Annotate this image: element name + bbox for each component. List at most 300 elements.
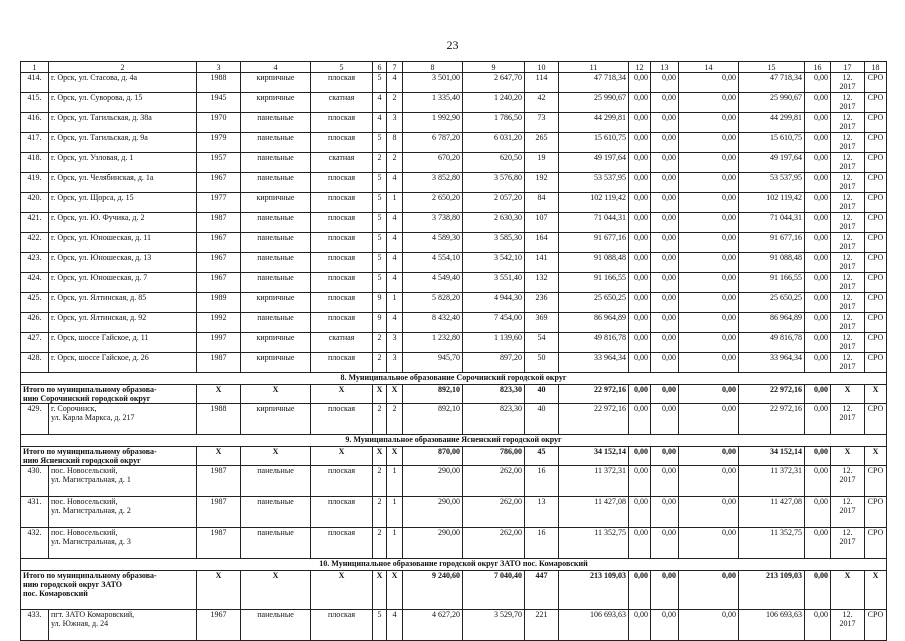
table-cell: 4 — [387, 273, 403, 293]
table-cell: 4 — [387, 213, 403, 233]
table-cell: 8 — [403, 62, 463, 73]
table-cell: 3 — [387, 333, 403, 353]
table-cell: 5 — [373, 213, 387, 233]
table-cell: 3 585,30 — [463, 233, 525, 253]
table-cell: 1945 — [197, 93, 241, 113]
table-cell: 0,00 — [629, 213, 651, 233]
table-cell: 0,00 — [679, 213, 739, 233]
table-cell: X — [831, 385, 865, 404]
table-cell: панельные — [241, 253, 311, 273]
table-cell: 0,00 — [629, 497, 651, 528]
table-cell: 91 088,48 — [559, 253, 629, 273]
table-cell: 12. 2017 — [831, 213, 865, 233]
table-cell: СРО — [865, 253, 887, 273]
table-cell: 5 — [373, 610, 387, 641]
table-cell: СРО — [865, 333, 887, 353]
table-cell: 49 197,64 — [739, 153, 805, 173]
table-cell: 447 — [525, 571, 559, 610]
table-cell: 670,20 — [403, 153, 463, 173]
table-cell: 15 610,75 — [739, 133, 805, 153]
table-cell: 414. — [21, 73, 49, 93]
table-cell: плоская — [311, 466, 373, 497]
table-cell: 22 972,16 — [559, 385, 629, 404]
table-cell: 0,00 — [679, 571, 739, 610]
table-cell: плоская — [311, 213, 373, 233]
table-cell: 0,00 — [629, 113, 651, 133]
table-cell: 0,00 — [651, 133, 679, 153]
table-cell: 620,50 — [463, 153, 525, 173]
table-cell: 0,00 — [805, 213, 831, 233]
table-cell: 0,00 — [679, 404, 739, 435]
table-cell: СРО — [865, 113, 887, 133]
table-cell: 1 335,40 — [403, 93, 463, 113]
table-cell: 2 — [373, 528, 387, 559]
table-cell: 12. 2017 — [831, 93, 865, 113]
table-cell: 22 972,16 — [559, 404, 629, 435]
table-row — [21, 113, 887, 133]
table-cell: 16 — [525, 528, 559, 559]
table-cell: 42 — [525, 93, 559, 113]
column-number-row — [21, 62, 887, 73]
table-cell: 0,00 — [679, 353, 739, 373]
table-cell: 0,00 — [651, 153, 679, 173]
table-cell: 8 432,40 — [403, 313, 463, 333]
table-row — [21, 93, 887, 113]
table-cell: 12. 2017 — [831, 528, 865, 559]
table-cell: 0,00 — [805, 497, 831, 528]
table-cell: 4 — [387, 173, 403, 193]
table-cell: 7 — [387, 62, 403, 73]
table-cell: 3 — [387, 113, 403, 133]
table-cell: 422. — [21, 233, 49, 253]
table-cell: 25 650,25 — [739, 293, 805, 313]
table-cell: 9. Муниципальное образование Ясненский городской округ — [21, 435, 887, 447]
table-cell: 40 — [525, 385, 559, 404]
table-cell: СРО — [865, 313, 887, 333]
table-cell: 1 139,60 — [463, 333, 525, 353]
table-cell: скатная — [311, 93, 373, 113]
table-cell: 1987 — [197, 213, 241, 233]
table-cell: г. Орск, ул. Юношеская, д. 7 — [49, 273, 197, 293]
table-cell: 3 551,40 — [463, 273, 525, 293]
table-cell: 5 — [373, 233, 387, 253]
table-cell: 1988 — [197, 73, 241, 93]
table-cell: г. Орск, ул. Юношеская, д. 13 — [49, 253, 197, 273]
table-cell: СРО — [865, 353, 887, 373]
table-cell: 12. 2017 — [831, 73, 865, 93]
table-cell: 0,00 — [629, 253, 651, 273]
table-cell: г. Орск, ул. Щорса, д. 15 — [49, 193, 197, 213]
table-cell: г. Орск, шоссе Гайское, д. 26 — [49, 353, 197, 373]
table-cell: 0,00 — [629, 466, 651, 497]
table-cell: 2 630,30 — [463, 213, 525, 233]
table-cell: 0,00 — [629, 610, 651, 641]
table-cell: 290,00 — [403, 528, 463, 559]
table-cell: 25 650,25 — [559, 293, 629, 313]
table-cell: X — [311, 571, 373, 610]
table-cell: 1 786,50 — [463, 113, 525, 133]
table-cell: 11 352,75 — [739, 528, 805, 559]
table-cell: 0,00 — [679, 610, 739, 641]
table-cell: 1967 — [197, 610, 241, 641]
table-cell: 2 647,70 — [463, 73, 525, 93]
housing-table — [20, 61, 887, 641]
table-cell: 0,00 — [651, 293, 679, 313]
table-cell: 49 816,78 — [739, 333, 805, 353]
table-cell: X — [197, 571, 241, 610]
table-cell: 5 — [311, 62, 373, 73]
table-cell: 12. 2017 — [831, 610, 865, 641]
table-cell: 0,00 — [629, 153, 651, 173]
table-cell: 0,00 — [679, 253, 739, 273]
table-cell: 1 232,80 — [403, 333, 463, 353]
table-cell: 416. — [21, 113, 49, 133]
table-cell: 0,00 — [651, 273, 679, 293]
page-number: 23 — [446, 38, 459, 52]
subtotal-row — [21, 385, 887, 404]
table-cell: 0,00 — [629, 333, 651, 353]
table-cell: СРО — [865, 610, 887, 641]
table-cell: 15 — [739, 62, 805, 73]
table-cell: 15 610,75 — [559, 133, 629, 153]
subtotal-row — [21, 571, 887, 610]
table-cell: 1987 — [197, 466, 241, 497]
table-cell: 25 990,67 — [739, 93, 805, 113]
table-cell: 22 972,16 — [739, 385, 805, 404]
table-cell: СРО — [865, 233, 887, 253]
table-cell: 433. — [21, 610, 49, 641]
table-cell: 0,00 — [805, 353, 831, 373]
table-cell: 18 — [865, 62, 887, 73]
table-cell: г. Орск, ул. Тагильская, д. 38а — [49, 113, 197, 133]
table-row — [21, 273, 887, 293]
table-cell: 0,00 — [651, 233, 679, 253]
table-cell: 2 — [387, 404, 403, 435]
table-cell: 0,00 — [651, 73, 679, 93]
table-cell: 86 964,89 — [739, 313, 805, 333]
table-cell: 1979 — [197, 133, 241, 153]
table-cell: X — [373, 385, 387, 404]
table-cell: 12. 2017 — [831, 233, 865, 253]
table-cell: г. Орск, ул. Ю. Фучика, д. 2 — [49, 213, 197, 233]
table-cell: 0,00 — [805, 153, 831, 173]
table-cell: плоская — [311, 193, 373, 213]
table-cell: 53 537,95 — [739, 173, 805, 193]
table-cell: X — [831, 571, 865, 610]
table-cell: 0,00 — [805, 466, 831, 497]
table-cell: 424. — [21, 273, 49, 293]
table-cell: плоская — [311, 610, 373, 641]
table-cell: СРО — [865, 273, 887, 293]
table-cell: 71 044,31 — [559, 213, 629, 233]
table-cell: 0,00 — [651, 447, 679, 466]
table-cell: 290,00 — [403, 466, 463, 497]
table-cell: панельные — [241, 313, 311, 333]
table-cell: 419. — [21, 173, 49, 193]
table-cell: кирпичные — [241, 93, 311, 113]
table-cell: 12. 2017 — [831, 273, 865, 293]
table-cell: X — [387, 385, 403, 404]
table-cell: СРО — [865, 213, 887, 233]
table-cell: пгт. ЗАТО Комаровский, ул. Южная, д. 24 — [49, 610, 197, 641]
table-cell: 0,00 — [679, 293, 739, 313]
table-cell: 2 650,20 — [403, 193, 463, 213]
table-row — [21, 233, 887, 253]
table-row — [21, 293, 887, 313]
table-cell: 2 — [373, 153, 387, 173]
section-header-row — [21, 559, 887, 571]
table-cell: г. Сорочинск, ул. Карла Маркса, д. 217 — [49, 404, 197, 435]
table-cell: 9 240,60 — [403, 571, 463, 610]
table-cell: 17 — [831, 62, 865, 73]
table-cell: 12. 2017 — [831, 353, 865, 373]
table-cell: 4 554,10 — [403, 253, 463, 273]
table-cell: 11 — [559, 62, 629, 73]
table-cell: 4 — [387, 610, 403, 641]
table-cell: СРО — [865, 73, 887, 93]
table-cell: X — [865, 571, 887, 610]
table-cell: 33 964,34 — [739, 353, 805, 373]
table-cell: 12. 2017 — [831, 466, 865, 497]
table-cell: панельные — [241, 133, 311, 153]
table-cell: 417. — [21, 133, 49, 153]
table-cell: X — [373, 447, 387, 466]
table-cell: 823,30 — [463, 385, 525, 404]
table-cell: 12. 2017 — [831, 497, 865, 528]
table-cell: плоская — [311, 173, 373, 193]
table-cell: 84 — [525, 193, 559, 213]
table-row — [21, 497, 887, 528]
table-cell: 34 152,14 — [559, 447, 629, 466]
table-cell: 3 — [387, 353, 403, 373]
table-cell: 0,00 — [629, 173, 651, 193]
table-cell: 40 — [525, 404, 559, 435]
table-cell: 0,00 — [629, 353, 651, 373]
table-cell: X — [311, 385, 373, 404]
table-cell: 0,00 — [651, 610, 679, 641]
table-cell: 1967 — [197, 233, 241, 253]
table-cell: Итого по муниципальному образова- нию городской округ ЗАТО пос. Комаровский — [21, 571, 197, 610]
table-cell: плоская — [311, 353, 373, 373]
table-cell: 0,00 — [805, 293, 831, 313]
table-cell: 1 — [387, 466, 403, 497]
table-cell: 12. 2017 — [831, 333, 865, 353]
table-row — [21, 133, 887, 153]
table-cell: 9 — [373, 313, 387, 333]
table-cell: 0,00 — [805, 73, 831, 93]
table-cell: 192 — [525, 173, 559, 193]
table-cell: 12. 2017 — [831, 113, 865, 133]
table-cell: СРО — [865, 153, 887, 173]
table-cell: 19 — [525, 153, 559, 173]
table-cell: кирпичные — [241, 404, 311, 435]
table-cell: 1977 — [197, 193, 241, 213]
table-cell: СРО — [865, 193, 887, 213]
table-cell: панельные — [241, 466, 311, 497]
table-cell: 3 529,70 — [463, 610, 525, 641]
table-cell: 0,00 — [805, 173, 831, 193]
table-cell: 4 — [241, 62, 311, 73]
table-cell: 892,10 — [403, 404, 463, 435]
table-cell: 44 299,81 — [559, 113, 629, 133]
table-cell: 10. Муниципальное образование городской округ ЗАТО пос. Комаровский — [21, 559, 887, 571]
table-cell: 4 — [373, 113, 387, 133]
table-cell: 106 693,63 — [559, 610, 629, 641]
table-cell: 4 627,20 — [403, 610, 463, 641]
table-row — [21, 353, 887, 373]
table-cell: 1997 — [197, 333, 241, 353]
table-cell: 44 299,81 — [739, 113, 805, 133]
table-cell: 49 816,78 — [559, 333, 629, 353]
table-cell: 0,00 — [679, 193, 739, 213]
table-cell: 0,00 — [679, 113, 739, 133]
table-cell: 141 — [525, 253, 559, 273]
table-cell: 91 677,16 — [559, 233, 629, 253]
table-cell: 0,00 — [805, 313, 831, 333]
table-cell: панельные — [241, 273, 311, 293]
table-cell: 11 352,75 — [559, 528, 629, 559]
table-cell: 12. 2017 — [831, 313, 865, 333]
table-cell: г. Орск, ул. Челябинская, д. 1а — [49, 173, 197, 193]
table-cell: 50 — [525, 353, 559, 373]
table-cell: 1 — [387, 497, 403, 528]
table-cell: 5 — [373, 133, 387, 153]
table-cell: пос. Новосельский, ул. Магистральная, д. 3 — [49, 528, 197, 559]
table-cell: СРО — [865, 466, 887, 497]
table-cell: 34 152,14 — [739, 447, 805, 466]
subtotal-row — [21, 447, 887, 466]
table-cell: X — [241, 385, 311, 404]
table-cell: 3 852,80 — [403, 173, 463, 193]
table-cell: плоская — [311, 113, 373, 133]
table-cell: г. Орск, ул. Узловая, д. 1 — [49, 153, 197, 173]
table-cell: 0,00 — [651, 404, 679, 435]
table-cell: 53 537,95 — [559, 173, 629, 193]
table-cell: пос. Новосельский, ул. Магистральная, д. 1 — [49, 466, 197, 497]
table-cell: 4 — [373, 93, 387, 113]
table-cell: 262,00 — [463, 497, 525, 528]
table-cell: 5 — [373, 73, 387, 93]
table-cell: 1967 — [197, 253, 241, 273]
table-cell: плоская — [311, 253, 373, 273]
table-cell: кирпичные — [241, 333, 311, 353]
table-cell: плоская — [311, 133, 373, 153]
table-row — [21, 333, 887, 353]
table-cell: 3 738,80 — [403, 213, 463, 233]
table-row — [21, 528, 887, 559]
table-cell: СРО — [865, 404, 887, 435]
table-cell: кирпичные — [241, 73, 311, 93]
table-cell: 0,00 — [679, 333, 739, 353]
table-cell: 0,00 — [679, 173, 739, 193]
table-cell: 221 — [525, 610, 559, 641]
table-cell: панельные — [241, 113, 311, 133]
table-cell: 0,00 — [629, 447, 651, 466]
table-row — [21, 153, 887, 173]
table-cell: 12. 2017 — [831, 404, 865, 435]
table-cell: 431. — [21, 497, 49, 528]
table-cell: 0,00 — [805, 253, 831, 273]
table-cell: 426. — [21, 313, 49, 333]
table-cell: 16 — [525, 466, 559, 497]
table-cell: СРО — [865, 173, 887, 193]
table-cell: г. Орск, ул. Стасова, д. 4а — [49, 73, 197, 93]
table-cell: 213 109,03 — [739, 571, 805, 610]
table-cell: 11 427,08 — [559, 497, 629, 528]
table-cell: 0,00 — [805, 273, 831, 293]
table-cell: 1 — [21, 62, 49, 73]
table-cell: 0,00 — [651, 213, 679, 233]
table-cell: 425. — [21, 293, 49, 313]
table-cell: Итого по муниципальному образова- нию Сорочинский городской округ — [21, 385, 197, 404]
table-cell: 4 — [387, 313, 403, 333]
table-cell: 14 — [679, 62, 739, 73]
table-row — [21, 253, 887, 273]
table-cell: 418. — [21, 153, 49, 173]
table-cell: 164 — [525, 233, 559, 253]
table-cell: 0,00 — [651, 253, 679, 273]
table-cell: 3 576,80 — [463, 173, 525, 193]
table-cell: 47 718,34 — [739, 73, 805, 93]
table-cell: 0,00 — [805, 113, 831, 133]
table-cell: 8. Муниципальное образование Сорочинский городской округ — [21, 373, 887, 385]
table-cell: 0,00 — [805, 233, 831, 253]
table-cell: X — [373, 571, 387, 610]
table-cell: 107 — [525, 213, 559, 233]
table-cell: 430. — [21, 466, 49, 497]
table-cell: г. Орск, ул. Суворова, д. 15 — [49, 93, 197, 113]
table-cell: 0,00 — [805, 333, 831, 353]
table-cell: 132 — [525, 273, 559, 293]
table-cell: г. Орск, ул. Юношеская, д. 11 — [49, 233, 197, 253]
table-cell: 106 693,63 — [739, 610, 805, 641]
table-cell: 3 501,00 — [403, 73, 463, 93]
table-cell: 427. — [21, 333, 49, 353]
table-cell: 4 589,30 — [403, 233, 463, 253]
table-cell: 10 — [525, 62, 559, 73]
table-cell: 0,00 — [679, 73, 739, 93]
table-cell: 1 — [387, 293, 403, 313]
table-cell: 71 044,31 — [739, 213, 805, 233]
table-cell: скатная — [311, 333, 373, 353]
table-cell: 12. 2017 — [831, 253, 865, 273]
table-cell: 0,00 — [679, 528, 739, 559]
table-cell: 0,00 — [651, 193, 679, 213]
table-cell: 0,00 — [805, 385, 831, 404]
table-cell: панельные — [241, 528, 311, 559]
table-cell: 12. 2017 — [831, 173, 865, 193]
table-cell: X — [241, 447, 311, 466]
table-cell: X — [387, 447, 403, 466]
table-cell: 0,00 — [651, 353, 679, 373]
table-cell: 9 — [373, 293, 387, 313]
table-cell: 4 549,40 — [403, 273, 463, 293]
table-cell: 2 057,20 — [463, 193, 525, 213]
section-header-row — [21, 435, 887, 447]
table-cell: 0,00 — [651, 571, 679, 610]
table-cell: 1992 — [197, 313, 241, 333]
table-cell: 0,00 — [651, 313, 679, 333]
table-cell: 432. — [21, 528, 49, 559]
table-cell: 2 — [373, 353, 387, 373]
table-cell: 2 — [373, 466, 387, 497]
table-cell: СРО — [865, 93, 887, 113]
table-cell: 13 — [651, 62, 679, 73]
table-cell: 33 964,34 — [559, 353, 629, 373]
table-cell: 11 427,08 — [739, 497, 805, 528]
table-cell: 823,30 — [463, 404, 525, 435]
table-row — [21, 313, 887, 333]
